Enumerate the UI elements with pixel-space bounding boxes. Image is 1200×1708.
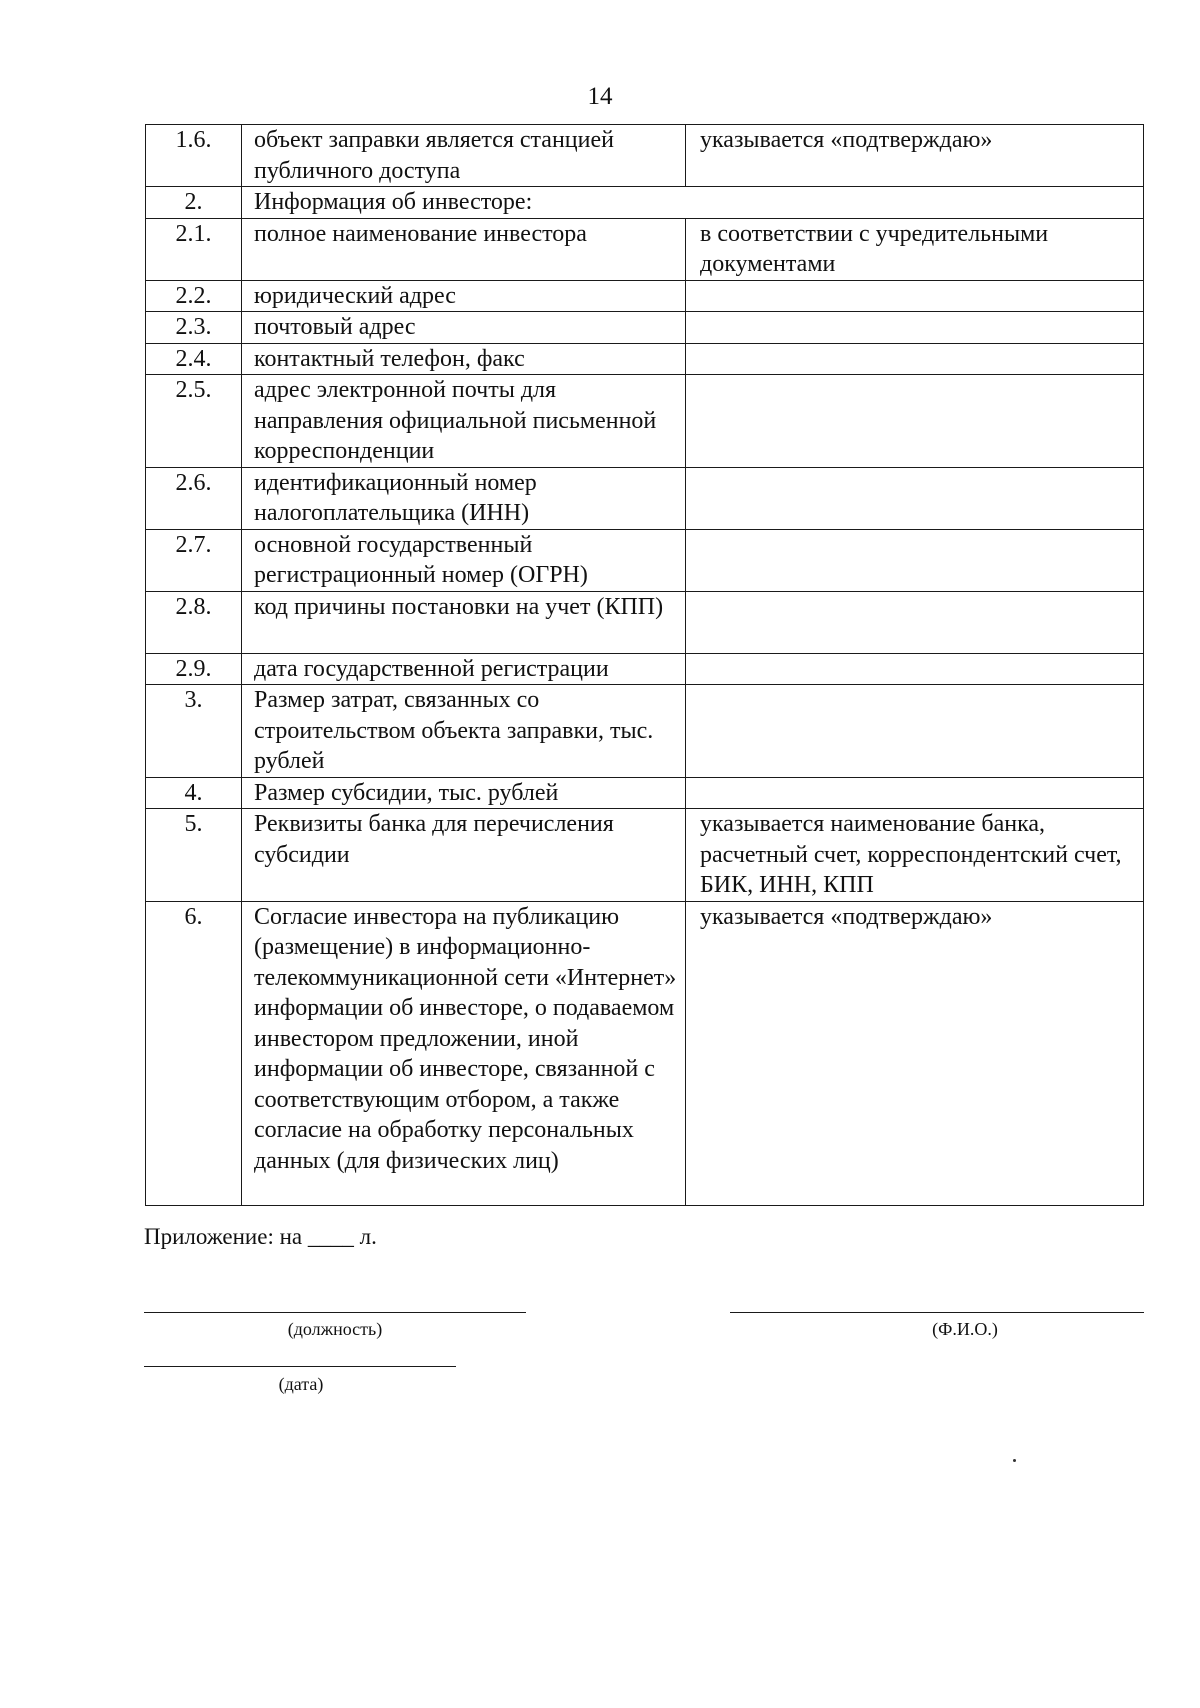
row-note: [686, 375, 1144, 468]
date-signature-line: [144, 1366, 456, 1367]
row-description: основной государственный регистрационный номер (ОГРН): [242, 529, 686, 591]
position-signature-line: [144, 1312, 526, 1313]
table-row: [146, 467, 1144, 529]
table-row: [146, 653, 1144, 685]
row-note: [686, 777, 1144, 809]
row-number: 2.9.: [146, 653, 242, 685]
row-note: [686, 591, 1144, 653]
row-description: дата государственной регистрации: [242, 653, 686, 685]
row-number: 2.5.: [146, 375, 242, 468]
row-description: юридический адрес: [242, 280, 686, 312]
row-note: [686, 653, 1144, 685]
row-description: объект заправки является станцией публичного доступа: [242, 125, 686, 187]
row-number: 6.: [146, 901, 242, 1205]
table-row: [146, 312, 1144, 344]
table-row: [146, 187, 1144, 219]
row-description: Размер затрат, связанных со строительством объекта заправки, тыс. рублей: [242, 685, 686, 778]
row-description: адрес электронной почты для направления официальной письменной корреспонденции: [242, 375, 686, 468]
row-number: 2.6.: [146, 467, 242, 529]
row-number: 4.: [146, 777, 242, 809]
row-number: 2.1.: [146, 218, 242, 280]
table-row: [146, 809, 1144, 902]
date-caption: (дата): [278, 1374, 324, 1394]
investor-form-table: [145, 124, 1144, 1206]
row-description: Реквизиты банка для перечисления субсидии: [242, 809, 686, 902]
row-note: [686, 529, 1144, 591]
row-description: идентификационный номер налогоплательщика (ИНН): [242, 467, 686, 529]
name-caption: (Ф.И.О.): [932, 1319, 998, 1339]
table-row: [146, 529, 1144, 591]
row-description: почтовый адрес: [242, 312, 686, 344]
row-note: [686, 280, 1144, 312]
appendix-note: Приложение: на ____ л.: [144, 1224, 377, 1249]
position-caption: (должность): [287, 1319, 383, 1339]
page-number: 14: [587, 83, 613, 110]
row-description: контактный телефон, факс: [242, 343, 686, 375]
row-description: код причины постановки на учет (КПП): [242, 591, 686, 653]
row-number: 5.: [146, 809, 242, 902]
row-section-heading: Информация об инвесторе:: [242, 187, 1144, 219]
table-row: [146, 901, 1144, 1205]
stray-dot: [1013, 1459, 1016, 1462]
table-row: [146, 125, 1144, 187]
row-description: Размер субсидии, тыс. рублей: [242, 777, 686, 809]
table-row: [146, 685, 1144, 778]
row-description: Согласие инвестора на публикацию (размещение) в информационно-телекоммуникационной сети «Интернет» информации об инвесторе, о подаваемом инвестором предложении, иной информации об инвесторе, связанной с соответствующим отбором, а также согласие на обработку персональных данных (для физических лиц): [242, 901, 686, 1205]
row-note: [686, 467, 1144, 529]
table-row: [146, 218, 1144, 280]
row-note: [686, 312, 1144, 344]
row-number: 3.: [146, 685, 242, 778]
row-number: 2.8.: [146, 591, 242, 653]
row-number: 2.3.: [146, 312, 242, 344]
row-number: 2.: [146, 187, 242, 219]
table-row: [146, 777, 1144, 809]
row-note: в соответствии с учредительными документами: [686, 218, 1144, 280]
row-description: полное наименование инвестора: [242, 218, 686, 280]
table-row: [146, 375, 1144, 468]
row-note: указывается наименование банка, расчетный счет, корреспондентский счет, БИК, ИНН, КПП: [686, 809, 1144, 902]
row-note: указывается «подтверждаю»: [686, 901, 1144, 1205]
table-row: [146, 343, 1144, 375]
name-signature-line: [730, 1312, 1144, 1313]
row-number: 2.7.: [146, 529, 242, 591]
row-note: указывается «подтверждаю»: [686, 125, 1144, 187]
row-note: [686, 685, 1144, 778]
row-number: 2.4.: [146, 343, 242, 375]
row-note: [686, 343, 1144, 375]
table-row: [146, 280, 1144, 312]
row-number: 1.6.: [146, 125, 242, 187]
table-row: [146, 591, 1144, 653]
row-number: 2.2.: [146, 280, 242, 312]
